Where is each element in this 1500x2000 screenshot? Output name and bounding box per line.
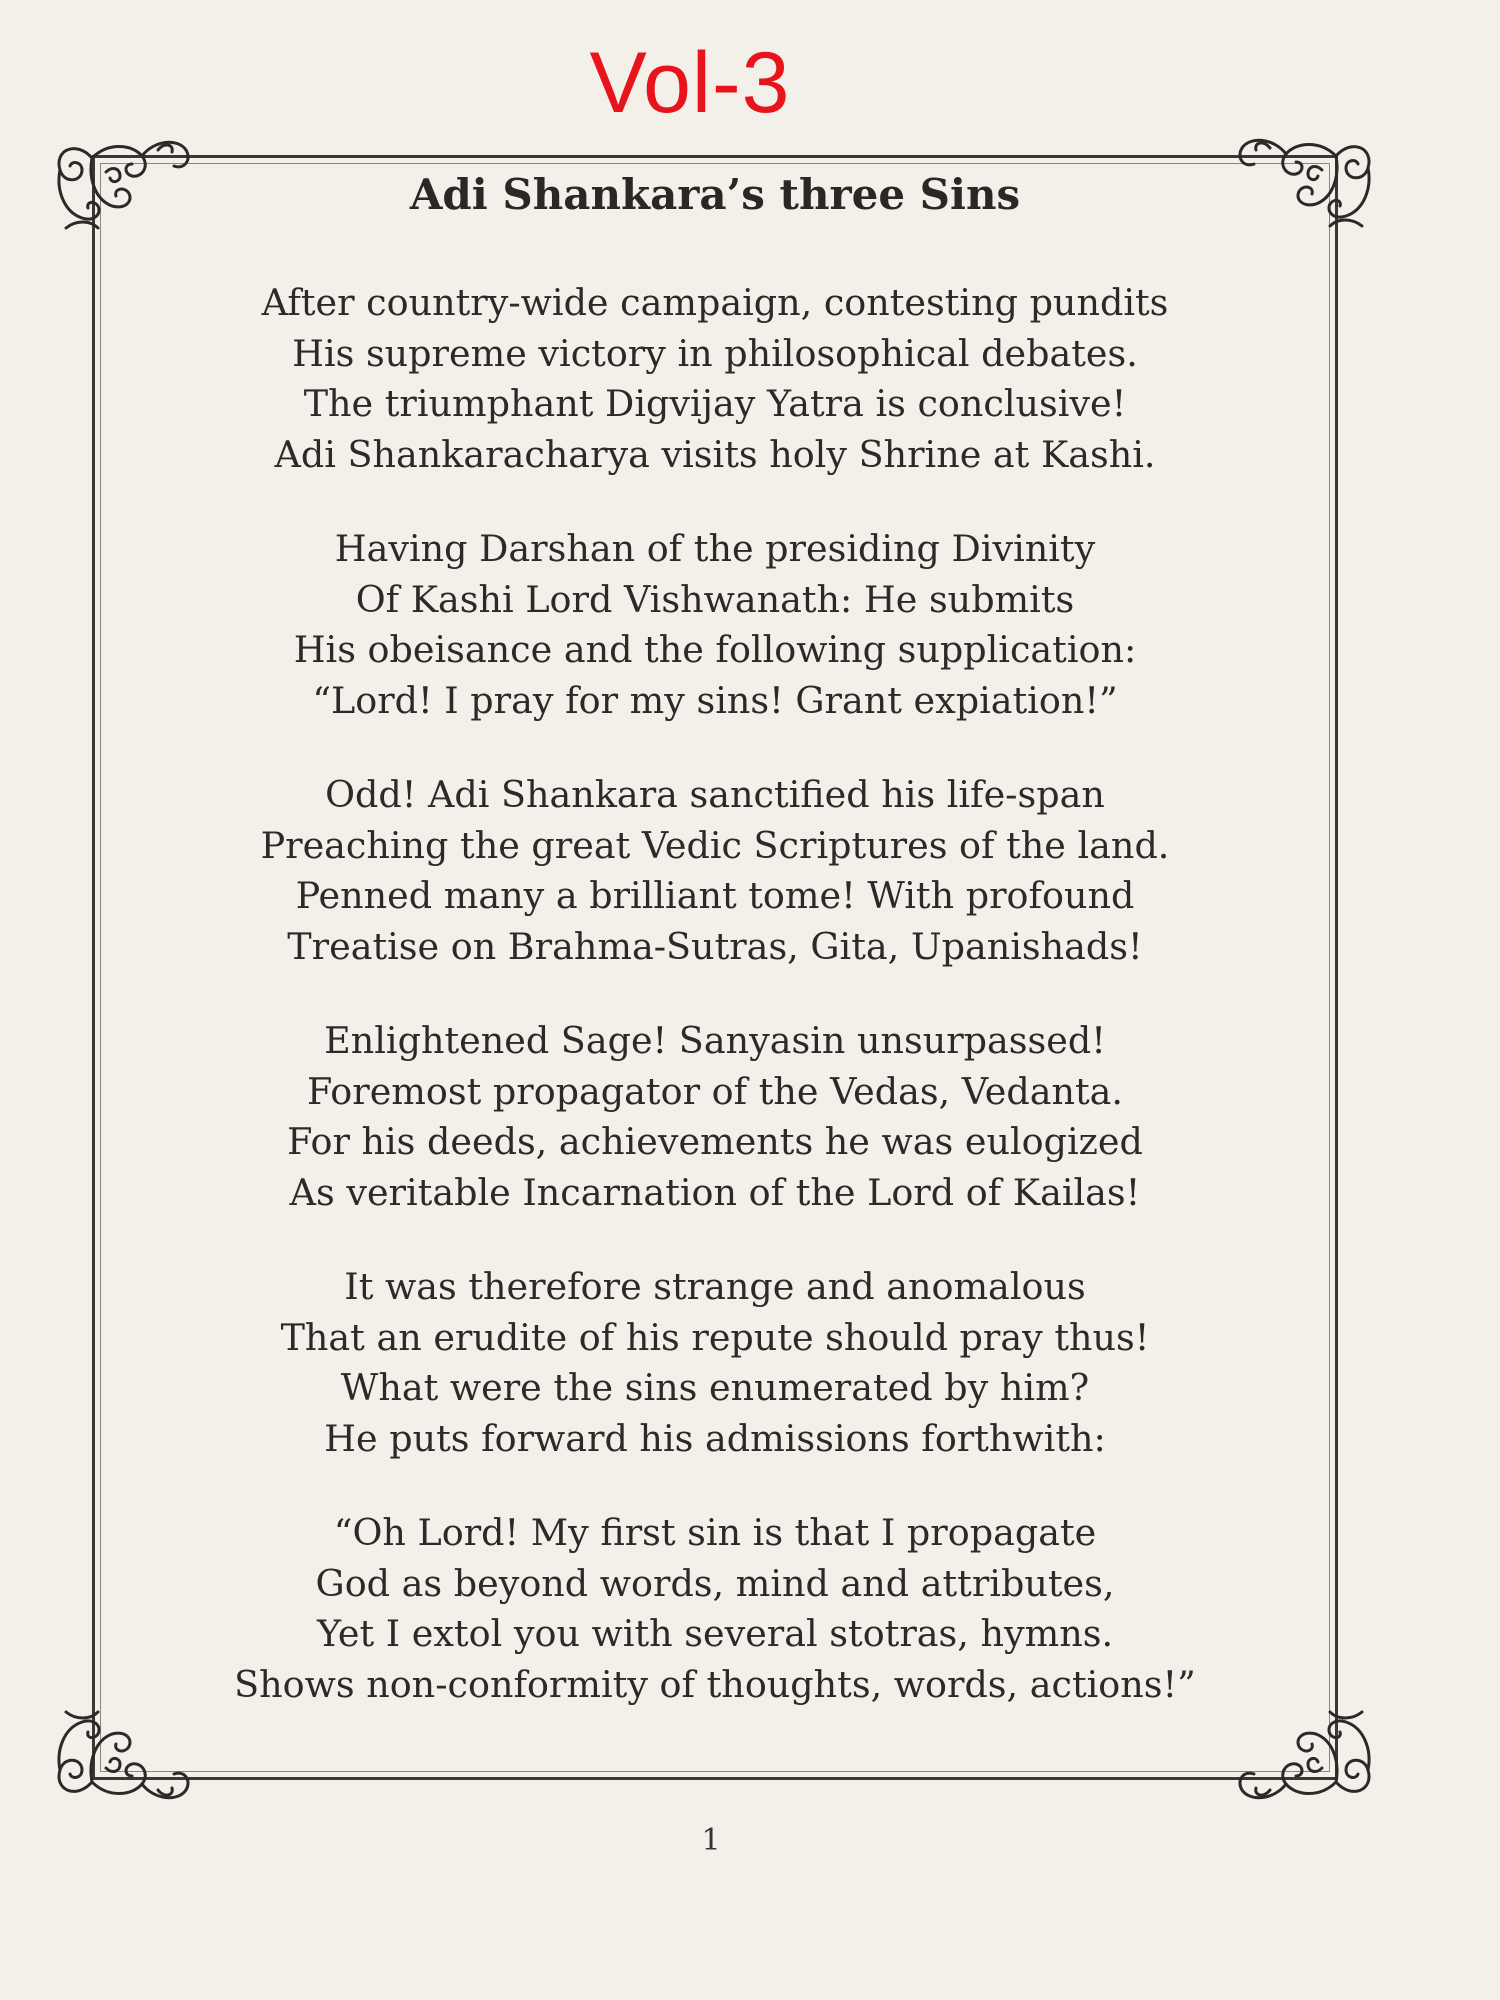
poem-line: “Lord! I pray for my sins! Grant expiation!” (312, 678, 1118, 722)
poem-line: After country-wide campaign, contesting pundits (261, 281, 1169, 324)
poem-line: That an erudite of his repute should pray thus! (280, 1315, 1150, 1359)
stanza (150, 278, 1280, 480)
poem-body (150, 278, 1280, 1754)
poem-line: God as beyond words, mind and attributes, (315, 1561, 1115, 1605)
poem-line: Foremost propagator of the Vedas, Vedanta. (306, 1069, 1124, 1113)
poem-line: Penned many a brilliant tome! With profound (295, 874, 1135, 917)
poem-line: Of Kashi Lord Vishwanath: He submits (355, 577, 1075, 621)
poem-line: Preaching the great Vedic Scriptures of the land. (260, 823, 1170, 867)
poem-line: He puts forward his admissions forthwith: (324, 1416, 1106, 1460)
stanza (150, 1262, 1280, 1464)
poem-line: Having Darshan of the presiding Divinity (334, 527, 1096, 570)
stanza (150, 1508, 1280, 1710)
poem-line: Shows non-conformity of thoughts, words, actions!” (234, 1662, 1196, 1706)
poem-line: It was therefore strange and anomalous (344, 1265, 1086, 1308)
stanza (150, 770, 1280, 972)
poem-line: His obeisance and the following supplication: (293, 628, 1137, 671)
poem-line: Treatise on Brahma-Sutras, Gita, Upanishads! (287, 924, 1143, 968)
poem-line: His supreme victory in philosophical debates. (292, 331, 1138, 375)
poem-line: For his deeds, achievements he was eulogized (287, 1120, 1143, 1163)
poem-line: Enlightened Sage! Sanyasin unsurpassed! (324, 1019, 1106, 1062)
poem-line: The triumphant Digvijay Yatra is conclusive! (303, 382, 1127, 425)
poem-line: Yet I extol you with several stotras, hymns. (316, 1612, 1114, 1655)
poem-line: As veritable Incarnation of the Lord of Kailas! (289, 1170, 1141, 1214)
poem-line: Adi Shankaracharya visits holy Shrine at Kashi. (274, 432, 1156, 476)
poem-line: Odd! Adi Shankara sanctified his life-span (325, 773, 1105, 816)
poem-line: What were the sins enumerated by him? (340, 1366, 1090, 1409)
poem-line: “Oh Lord! My first sin is that I propagate (333, 1511, 1097, 1554)
poem-title: Adi Shankara’s three Sins (409, 170, 1021, 219)
volume-label: Vol-3 (589, 35, 791, 131)
stanza (150, 1016, 1280, 1218)
page-number: 1 (701, 1823, 721, 1858)
stanza (150, 524, 1280, 726)
